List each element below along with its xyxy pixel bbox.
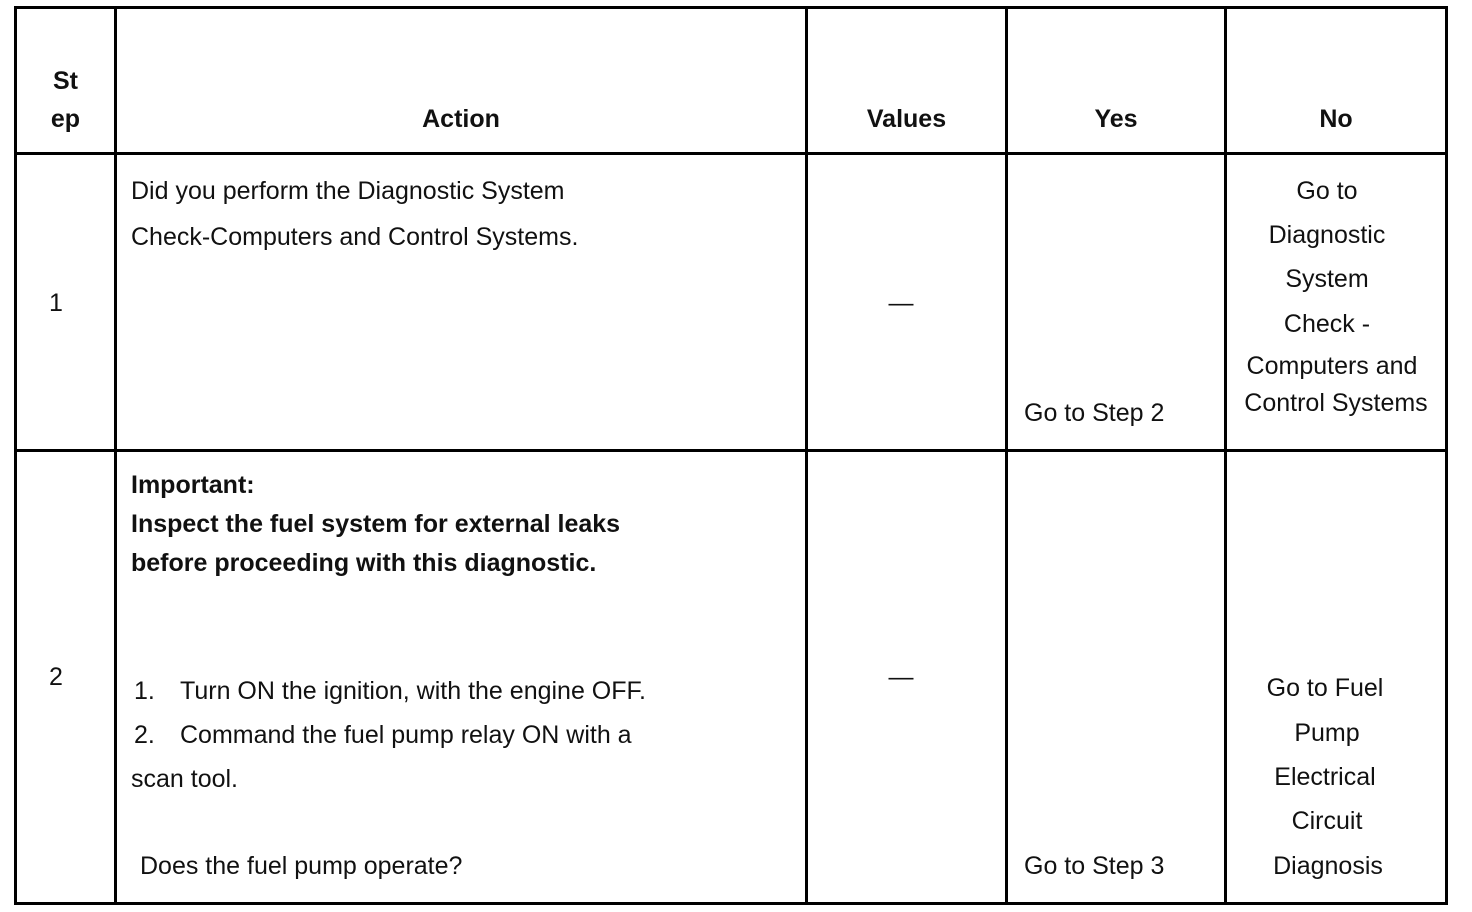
row2-no-line2: Pump: [1294, 719, 1360, 747]
procedure-step1-number: 1.: [134, 677, 155, 705]
table-border-left: [14, 6, 17, 905]
header-no: No: [1319, 105, 1353, 133]
row1-no-line6: Control Systems: [1244, 389, 1428, 417]
important-label: Important:: [131, 471, 255, 499]
row2-yes: Go to Step 3: [1024, 852, 1165, 880]
header-values: Values: [866, 105, 947, 133]
procedure-step2-text: Command the fuel pump relay ON with a: [180, 721, 632, 749]
row2-step: 2: [49, 663, 63, 691]
row2-no-line4: Circuit: [1291, 807, 1363, 835]
row1-action-line2: Check-Computers and Control Systems.: [131, 223, 579, 251]
row1-value: —: [888, 289, 914, 317]
procedure-step2-continuation: scan tool.: [131, 765, 239, 793]
procedure-step2-number: 2.: [134, 721, 155, 749]
header-step-line2: ep: [50, 105, 81, 133]
column-divider-action: [805, 6, 808, 905]
row-divider: [14, 449, 1448, 452]
important-line1: Inspect the fuel system for external leaks: [131, 510, 621, 538]
row1-no-line2: Diagnostic: [1268, 221, 1386, 249]
column-divider-step: [114, 6, 117, 905]
row1-step: 1: [49, 289, 63, 317]
row2-no-line3: Electrical: [1274, 763, 1376, 791]
row1-yes: Go to Step 2: [1024, 399, 1165, 427]
header-divider: [14, 152, 1448, 155]
row2-no-line1: Go to Fuel: [1266, 674, 1384, 702]
header-step-line1: St: [53, 67, 78, 95]
row1-action-line1: Did you perform the Diagnostic System: [131, 177, 565, 205]
table-border-bottom: [14, 902, 1448, 905]
row1-no-line3: System: [1285, 265, 1369, 293]
row2-value: —: [888, 663, 914, 691]
row1-no-line1: Go to: [1296, 177, 1358, 205]
row1-no-line5: Computers and: [1246, 352, 1418, 380]
column-divider-values: [1005, 6, 1008, 905]
row2-question: Does the fuel pump operate?: [140, 852, 463, 880]
table-border-top: [14, 6, 1448, 9]
header-yes: Yes: [1094, 105, 1138, 133]
row2-no-line5: Diagnosis: [1273, 852, 1383, 880]
table-border-right: [1445, 6, 1448, 905]
procedure-step1-text: Turn ON the ignition, with the engine OFF.: [180, 677, 646, 705]
row1-no-line4: Check -: [1283, 310, 1371, 338]
important-line2: before proceeding with this diagnostic.: [131, 549, 597, 577]
header-action: Action: [422, 105, 500, 133]
